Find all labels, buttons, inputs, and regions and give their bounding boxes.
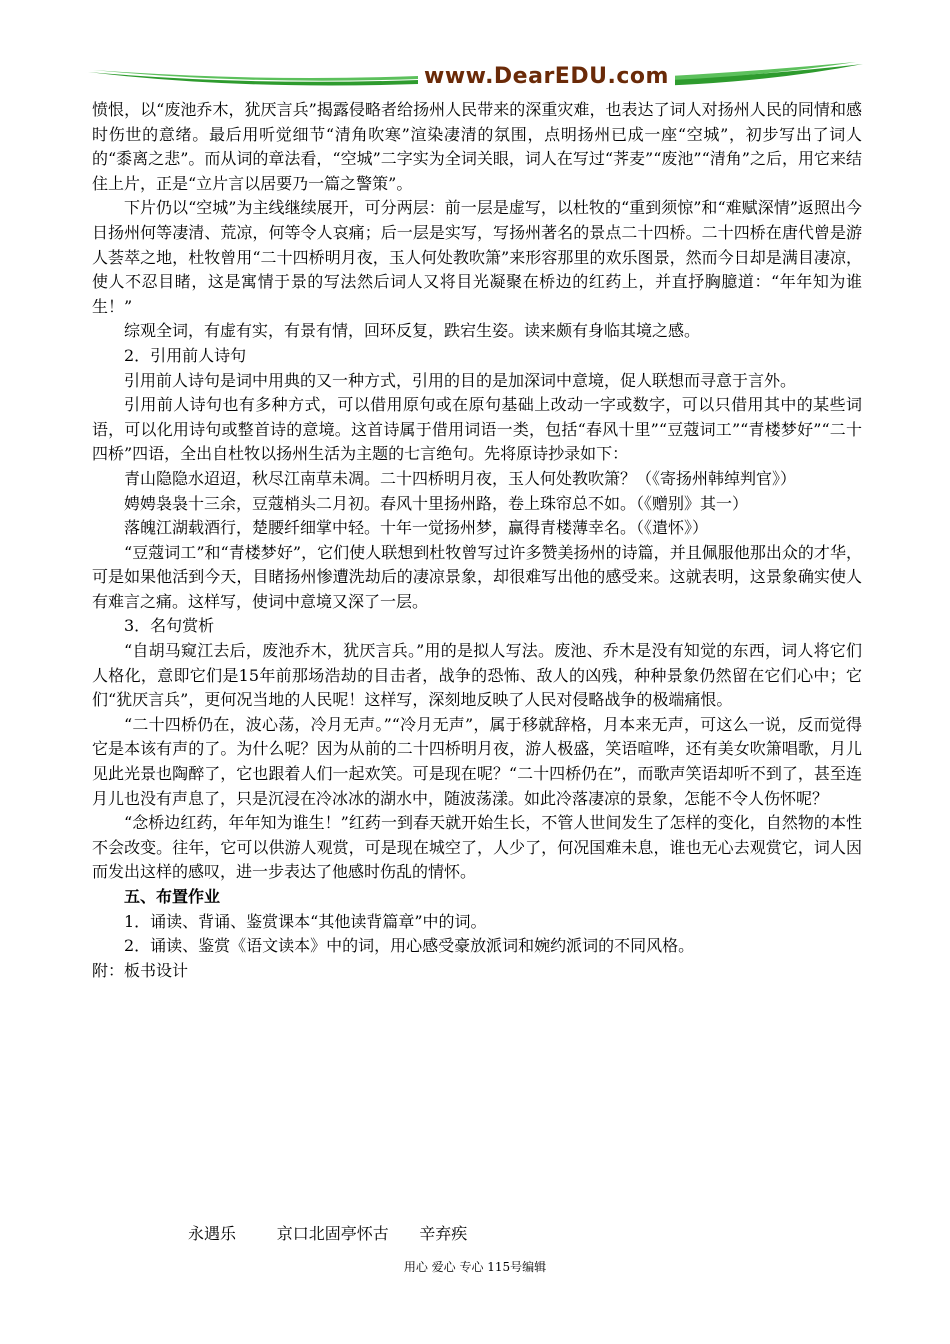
paragraph: 引用前人诗句是词中用典的又一种方式，引用的目的是加深词中意境，促人联想而寻意于言外。 bbox=[124, 370, 797, 390]
site-header bbox=[88, 60, 863, 96]
paragraph: 愤恨，以“废池乔木，犹厌言兵”揭露侵略者给扬州人民带来的深重灾难，也表达了词人对扬州人民的同情和感时伤世的意绪。最后用听觉细节“清角吹寒”渲染凄清的氛围，点明扬州已成一座“空城”，初步写出了词人的“黍离之悲”。而从词的章法看，“空城”二字实为全词关眼，词人在写过“荠麦”“废池”“清角”之后，用它来结住上片，正是“立片言以居要乃一篇之警策”。 bbox=[92, 100, 862, 193]
paragraph: “自胡马窥江去后，废池乔木，犹厌言兵。”用的是拟人写法。废池、乔木是没有知觉的东西，词人将它们人格化，意即它们是15年前那场浩劫的目击者，战争的恐怖、敌人的凶残，种种景象仍然留在它们心中；它们“犹厌言兵”，更何况当地的人民呢！这样写，深刻地反映了人民对侵略战争的极端痛恨。 bbox=[92, 641, 862, 710]
document-body bbox=[92, 98, 862, 983]
paragraph: 2．引用前人诗句 bbox=[124, 345, 247, 365]
site-logo: www.DearEDU.com bbox=[418, 62, 675, 92]
board-design-line: 永遇乐 京口北固亭怀古 辛弃疾 bbox=[188, 1224, 468, 1243]
paragraph: “豆蔻词工”和“青楼梦好”，它们使人联想到杜牧曾写过许多赞美扬州的诗篇，并且佩服他那出众的才华，可是如果他活到今天，目睹扬州惨遭洗劫后的凄凉景象，却很难写出他的感受来。这就表明，这景象确实使人有难言之痛。这样写，使词中意境又深了一层。 bbox=[92, 542, 862, 611]
paragraph: 娉娉袅袅十三余，豆蔻梢头二月初。春风十里扬州路，卷上珠帘总不如。（《赠别》其一） bbox=[124, 493, 749, 513]
paragraph: 3．名句赏析 bbox=[124, 616, 215, 636]
paragraph: “二十四桥仍在，波心荡，冷月无声。”“冷月无声”，属于移就辞格，月本来无声，可这么一说，反而觉得它是本该有声的了。为什么呢？因为从前的二十四桥明月夜，游人极盛，笑语喧哗，还有美女吹箫唱歌，月儿见此光景也陶醉了，它也跟着人们一起欢笑。可是现在呢？“二十四桥仍在”，而歌声笑语却听不到了，甚至连月儿也没有声息了，只是沉浸在冷冰冰的湖水中，随波荡漾。如此冷落凄凉的景象，怎能不令人伤怀呢？ bbox=[92, 714, 862, 808]
paragraph: 引用前人诗句也有多种方式，可以借用原句或在原句基础上改动一字或数字，可以只借用其中的某些词语，可以化用诗句或整首诗的意境。这首诗属于借用词语一类，包括“春风十里”“豆蔻词工”“青楼梦好”“二十四桥”四语，全出自杜牧以扬州生活为主题的七言绝句。先将原诗抄录如下： bbox=[92, 395, 862, 464]
page-footer: 用心 爱心 专心 115号编辑 bbox=[403, 1260, 547, 1274]
paragraph: “念桥边红药，年年知为谁生！”红药一到春天就开始生长，不管人世间发生了怎样的变化，自然物的本性不会改变。往年，它可以供游人观赏，可是现在城空了，人少了，何况国难未息，谁也无心去观赏它，词人因而发出这样的感叹，进一步表达了他感时伤乱的情怀。 bbox=[92, 813, 862, 882]
paragraph: 综观全词，有虚有实，有景有情，回环反复，跌宕生姿。读来颇有身临其境之感。 bbox=[124, 321, 701, 341]
paragraph: 落魄江湖载酒行，楚腰纤细掌中轻。十年一觉扬州梦，赢得青楼薄幸名。（《遣怀》） bbox=[124, 518, 709, 538]
paragraph: 青山隐隐水迢迢，秋尽江南草未凋。二十四桥明月夜，玉人何处教吹箫？（《寄扬州韩绰判官》） bbox=[124, 468, 797, 488]
paragraph: 1．诵读、背诵、鉴赏课本“其他读背篇章”中的词。 bbox=[124, 911, 487, 931]
paragraph: 下片仍以“空城”为主线继续展开，可分两层：前一层是虚写，以杜牧的“重到须惊”和“难赋深情”返照出今日扬州何等凄清、荒凉，何等令人哀痛；后一层是实写，写扬州著名的景点二十四桥。二十四桥在唐代曾是游人荟萃之地，杜牧曾用“二十四桥明月夜，玉人何处教吹箫”来形容那里的欢乐图景，然而今日却是满目凄凉，使人不忍目睹，这是寓情于景的写法然后词人又将目光凝聚在桥边的红药上，并直抒胸臆道：“年年知为谁生！” bbox=[92, 198, 862, 316]
paragraph: 五、布置作业 bbox=[124, 887, 221, 906]
paragraph: 附：板书设计 bbox=[92, 960, 189, 980]
paragraph: 2．诵读、鉴赏《语文读本》中的词，用心感受豪放派词和婉约派词的不同风格。 bbox=[124, 936, 695, 956]
